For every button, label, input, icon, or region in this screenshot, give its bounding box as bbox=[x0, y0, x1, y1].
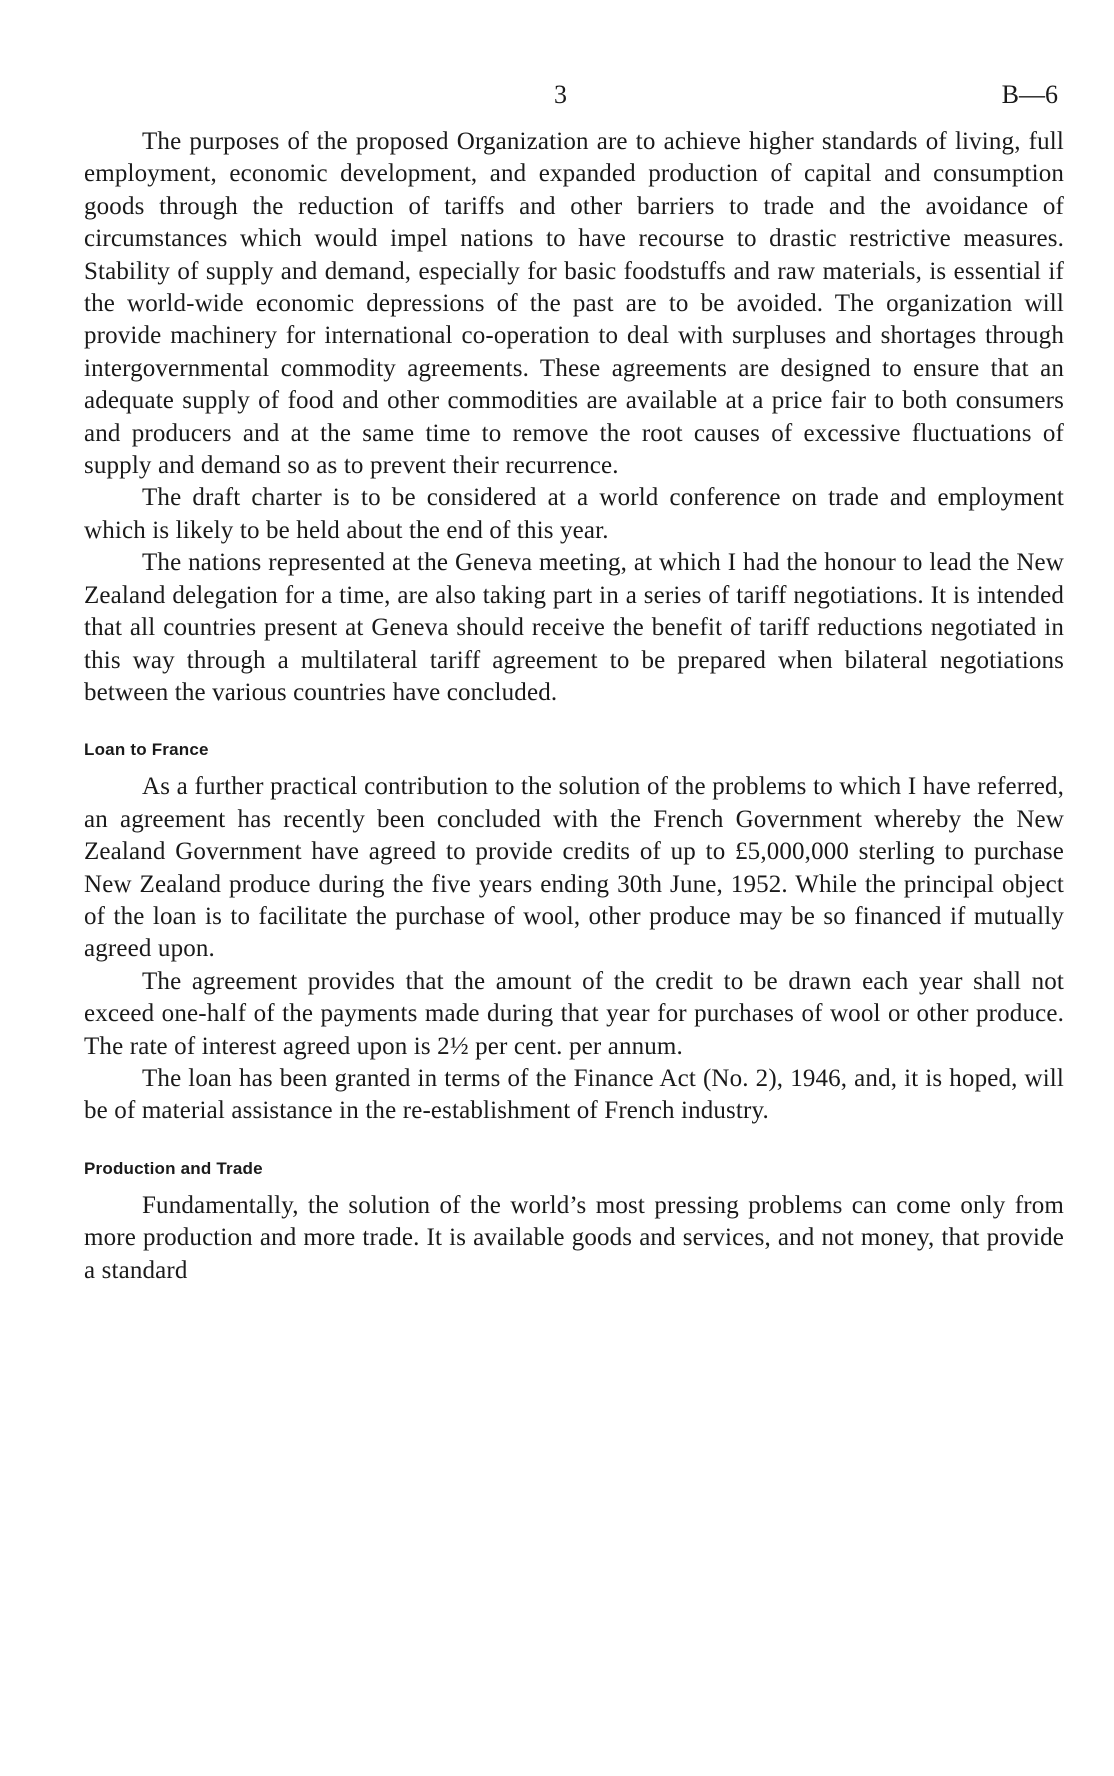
paragraph-geneva-meeting: The nations represented at the Geneva meeting, at which I had the honour to lead the New Zealand delegation for a time, are also taking part in a series of tariff negotiations. It is intended that all countries present at Geneva should receive the benefit of tariff reductions negotiated in this way through a multilateral tariff agreement to be prepared when bilateral negotiations between the various countries have concluded. bbox=[84, 549, 1064, 706]
section-heading-loan-to-france: Loan to France bbox=[84, 740, 209, 760]
section-production-and-trade bbox=[84, 1158, 1064, 1287]
page-number: 3 bbox=[554, 80, 567, 109]
page-header bbox=[84, 82, 1064, 126]
section-loan-to-france bbox=[84, 739, 1064, 1127]
paragraph-draft-charter: The draft charter is to be considered at a world conference on trade and employment which is likely to be held about the end of this year. bbox=[84, 484, 1064, 544]
section-trade-organization bbox=[84, 126, 1064, 709]
paragraph-organization-purposes: The purposes of the proposed Organization are to achieve higher standards of living, full employment, economic development, and expanded production of capital and consumption goods through the reduction of tariffs and other barriers to trade and the avoidance of circumstances which would impel nations to have recourse to drastic restrictive measures. Stability of supply and demand, especially for basic foodstuffs and raw materials, is essential if the world-wide economic depressions of the past are to be avoided. The organization will provide machinery for international co-operation to deal with surpluses and shortages through intergovernmental commodity agreements. These agreements are designed to ensure that an adequate supply of food and other commodities are available at a price fair to both consumers and producers and at the same time to remove the root causes of excessive fluctuations of supply and demand so as to prevent their recurrence. bbox=[84, 128, 1064, 480]
paragraph-finance-act: The loan has been granted in terms of the Finance Act (No. 2), 1946, and, it is hoped, will be of material assistance in the re-establishment of French industry. bbox=[84, 1064, 1064, 1125]
paragraph-credit-terms: The agreement provides that the amount of the credit to be drawn each year shall not exceed one-half of the payments made during that year for purchases of wool or other produce. The rate of interest agreed upon is 2½ per cent. per annum. bbox=[84, 967, 1064, 1060]
section-heading-production-and-trade: Production and Trade bbox=[84, 1158, 263, 1178]
document-page bbox=[84, 82, 1064, 1287]
paragraph-loan-agreement: As a further practical contribution to the solution of the problems to which I have referred, an agreement has recently been concluded with the French Government whereby the New Zealand Government have agreed to provide credits of up to £5,000,000 sterling to purchase New Zealand produce during the five years ending 30th June, 1952. While the principal object of the loan is to facilitate the purchase of wool, other produce may be so financed if mutually agreed upon. bbox=[84, 773, 1064, 963]
document-code: B—6 bbox=[1001, 80, 1058, 109]
paragraph-production-fundamentals: Fundamentally, the solution of the world’s most pressing problems can come only from more production and more trade. It is available goods and services, and not money, that provide a standard bbox=[84, 1191, 1064, 1284]
